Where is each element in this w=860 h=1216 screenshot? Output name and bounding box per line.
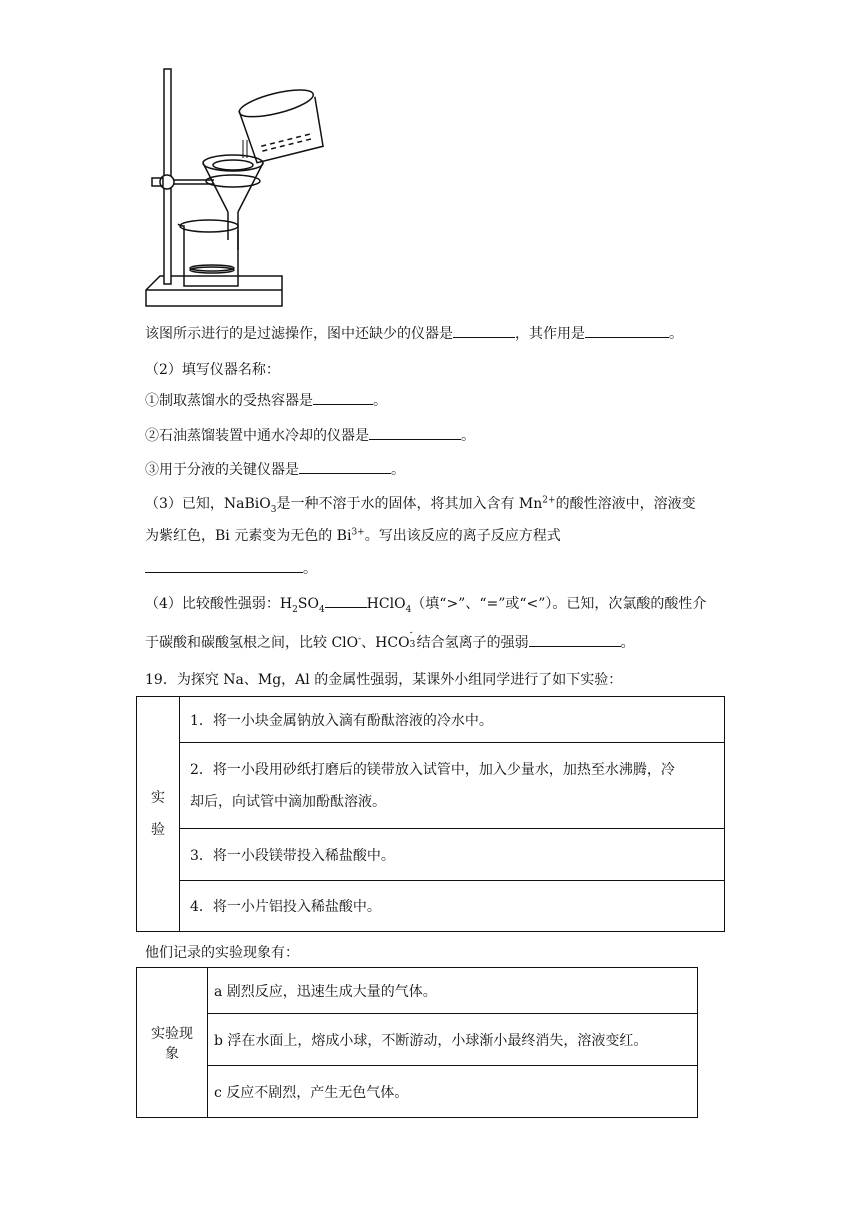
part2-item-text: ③用于分液的关键仪器是 <box>145 462 299 478</box>
phenomena-intro: 他们记录的实验现象有： <box>145 945 299 961</box>
experiment-row-1: 1．将一小块金属钠放入滴有酚酞溶液的冷水中。 <box>180 697 725 743</box>
experiment-row-2 <box>180 743 725 829</box>
experiment-row-4: 4．将一小片铝投入稀盐酸中。 <box>180 881 725 932</box>
q19-stem: 19．为探究 Na、Mg，Al 的金属性强弱，某课外小组同学进行了如下实验： <box>145 672 623 688</box>
answer-blank[interactable] <box>585 323 669 338</box>
experiment-row-2-line1: 2．将一小段用砂纸打磨后的镁带放入试管中，加入少量水，加热至水沸腾，冷 <box>190 761 675 778</box>
phenomena-row-a: a 剧烈反应，迅速生成大量的气体。 <box>208 968 698 1014</box>
subscript: 2 <box>292 604 298 615</box>
superscript: 2+ <box>542 495 556 506</box>
part2-item-1 <box>145 390 387 410</box>
experiment-header-char: 验 <box>151 822 165 838</box>
text: （4）比较酸性强弱：H <box>145 596 293 612</box>
text: 。写出该反应的离子反应方程式 <box>364 528 561 544</box>
part3-line2 <box>145 525 561 545</box>
experiment-row-2-line2: 却后，向试管中滴加酚酞溶液。 <box>190 793 386 810</box>
superscript: - <box>358 634 362 645</box>
phenomena-row-b: b 浮在水面上，熔成小球，不断游动，小球渐小最终消失，溶液变红。 <box>208 1014 698 1066</box>
part2-item-3 <box>145 459 405 479</box>
text: SO <box>297 596 319 612</box>
experiment-table <box>136 696 725 932</box>
part4-line2: 于碳酸和碳酸氢根之间，比较 ClO-、HCO 3 - 结合氢离子的强弱 。 <box>145 628 635 651</box>
answer-blank[interactable] <box>325 593 367 608</box>
answer-blank[interactable] <box>453 323 515 338</box>
text: 结合氢离子的强弱 <box>416 635 529 651</box>
text: （3）已知，NaBiO <box>145 496 271 512</box>
subscript: 4 <box>318 604 325 615</box>
text: （填“>”、“=”或“<”）。已知，次氯酸的酸性介 <box>411 596 707 612</box>
text: 的酸性溶液中，溶液变 <box>555 496 696 512</box>
answer-blank[interactable] <box>299 459 391 474</box>
subscript: 3 <box>270 504 277 515</box>
part2-item-text: ①制取蒸馏水的受热容器是 <box>145 393 313 409</box>
part2-item-2 <box>145 425 475 445</box>
filtration-apparatus-figure <box>140 60 330 310</box>
part2-item-end: 。 <box>461 428 475 444</box>
answer-blank[interactable] <box>369 425 461 440</box>
answer-blank[interactable] <box>145 558 303 573</box>
part2-item-text: ②石油蒸馏装置中通水冷却的仪器是 <box>145 428 369 444</box>
phenomena-row-c: c 反应不剧烈，产生无色气体。 <box>208 1066 698 1118</box>
text: 、HCO <box>361 635 410 651</box>
text: 。 <box>303 561 317 577</box>
part2-item-end: 。 <box>373 393 387 409</box>
filter-text-c: 。 <box>669 326 683 342</box>
part2-item-end: 。 <box>391 462 405 478</box>
part2-title: （2）填写仪器名称： <box>145 362 280 378</box>
filter-question-line <box>145 323 683 343</box>
answer-blank[interactable] <box>529 632 621 647</box>
answer-blank[interactable] <box>313 390 373 405</box>
text: 是一种不溶于水的固体，将其加入含有 Mn <box>276 496 543 512</box>
part3-line1 <box>145 493 696 513</box>
subscript: 4 <box>405 604 412 615</box>
filter-text-a: 该图所示进行的是过滤操作，图中还缺少的仪器是 <box>145 326 453 342</box>
text: 。 <box>620 635 635 651</box>
text: HClO <box>366 596 406 612</box>
superscript: 3+ <box>351 527 365 538</box>
experiment-header-cell <box>137 697 180 932</box>
phenomena-header-cell: 实验现象 <box>137 968 208 1118</box>
experiment-header-char: 实 <box>151 790 165 806</box>
part3-line3 <box>145 558 317 578</box>
text: 于碳酸和碳酸氢根之间，比较 ClO <box>145 635 359 651</box>
phenomena-table <box>136 967 698 1118</box>
experiment-row-3: 3．将一小段镁带投入稀盐酸中。 <box>180 829 725 881</box>
part4-line1 <box>145 593 706 613</box>
filter-text-b: ，其作用是 <box>515 326 585 342</box>
text: 为紫红色，Bi 元素变为无色的 Bi <box>145 528 352 544</box>
